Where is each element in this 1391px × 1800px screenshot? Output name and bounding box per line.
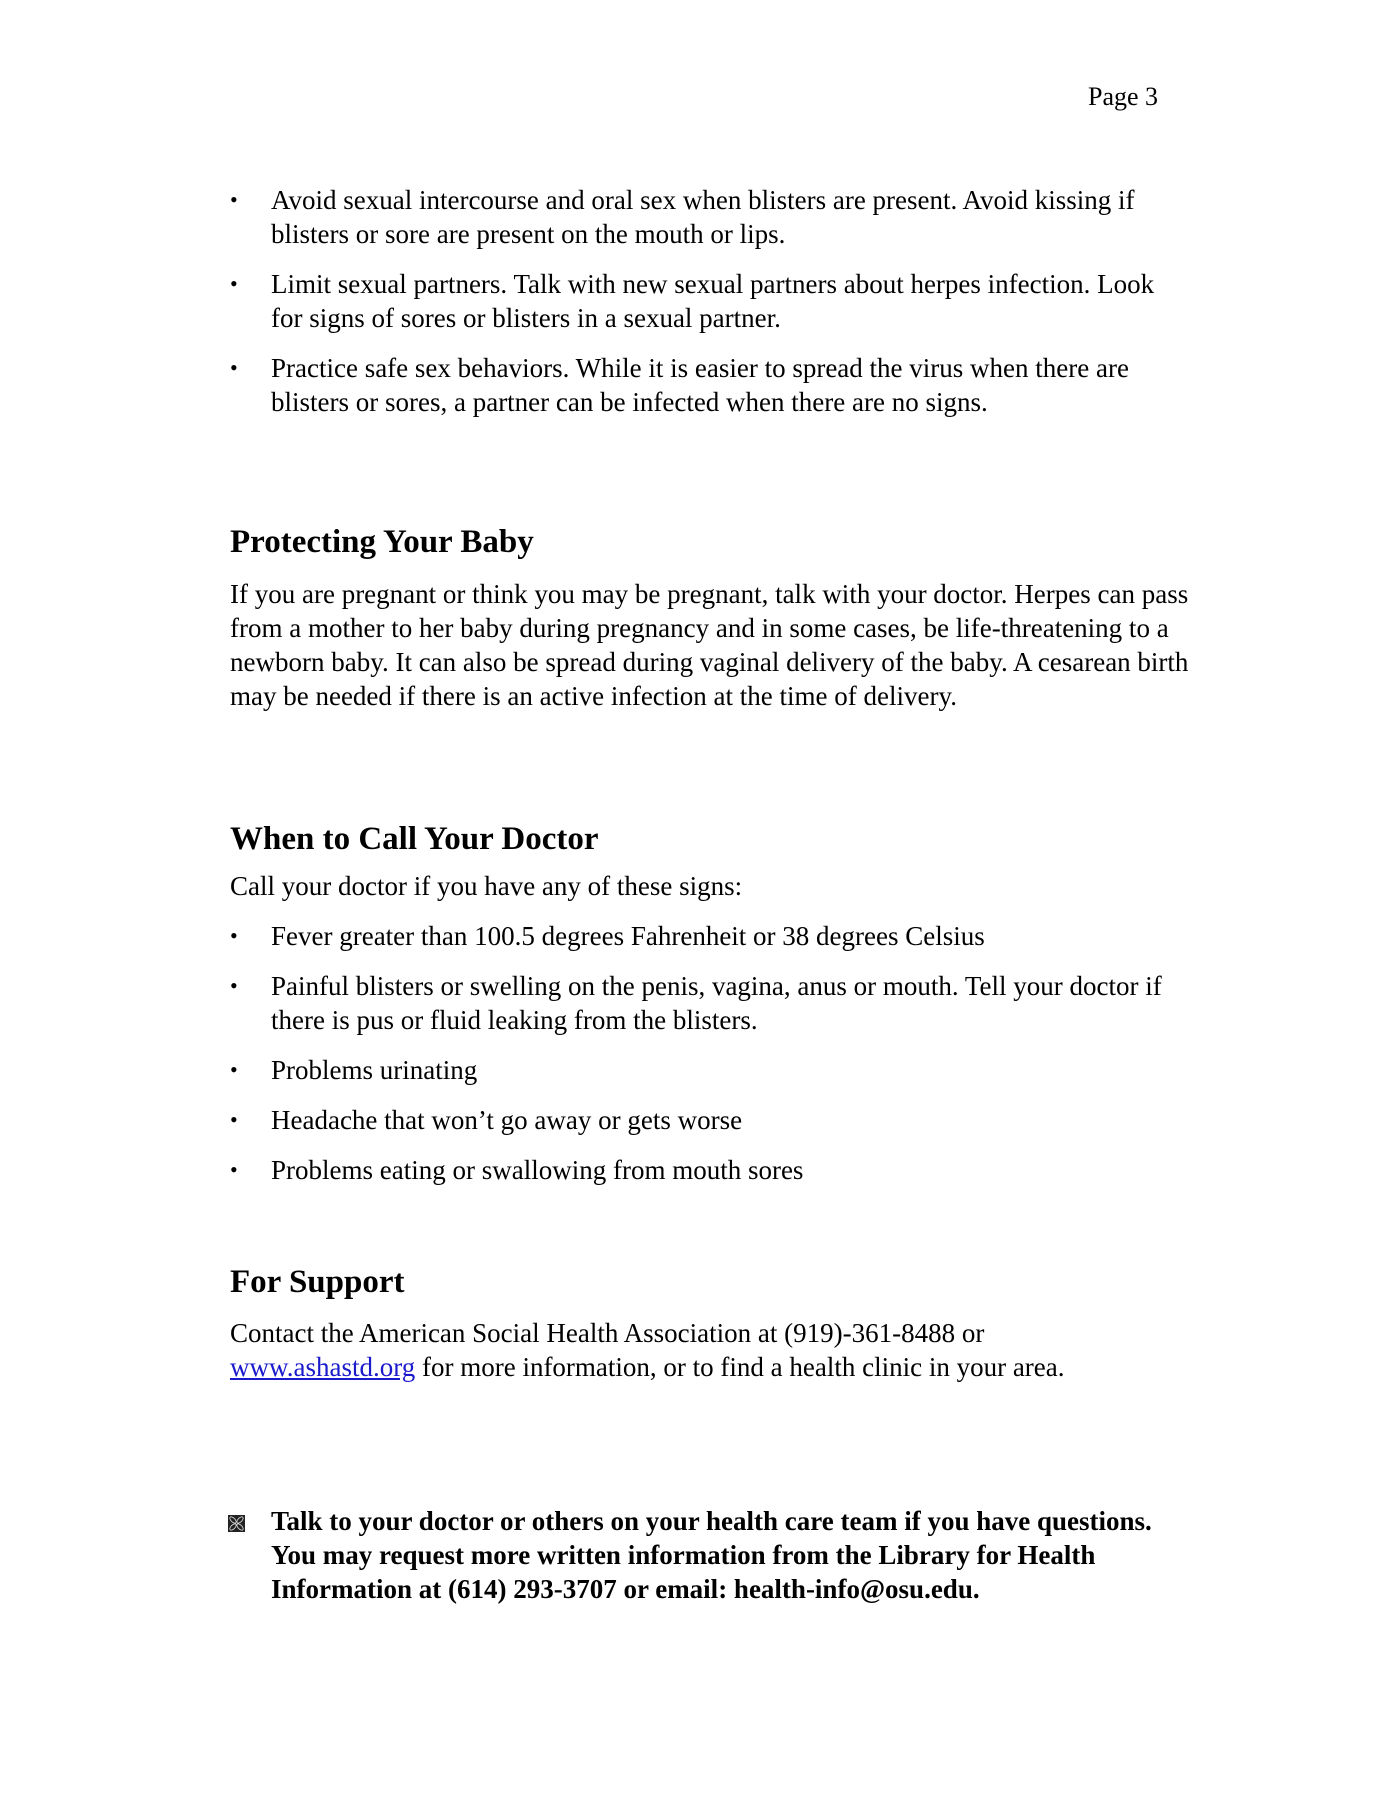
list-item: • Practice safe sex behaviors. While it is easier to spread the virus when there are blisters or sores, a partner can be infected when there are no signs. — [230, 353, 1129, 417]
decorative-flower-icon — [228, 1515, 245, 1532]
section-heading: When to Call Your Doctor — [230, 821, 599, 857]
list-item: • Avoid sexual intercourse and oral sex when blisters are present. Avoid kissing if blisters or sore are present on the mouth or lips. — [230, 185, 1135, 249]
list-item: • Problems urinating — [230, 1055, 478, 1085]
list-item: • Limit sexual partners. Talk with new sexual partners about herpes infection. Look for signs of sores or blisters in a sexual partner. — [230, 269, 1155, 333]
section-heading: For Support — [230, 1264, 405, 1300]
prevention-list — [230, 183, 1190, 419]
list-item: • Fever greater than 100.5 degrees Fahrenheit or 38 degrees Celsius — [230, 921, 985, 951]
list-item: • Headache that won’t go away or gets worse — [230, 1105, 743, 1135]
prevention-list-section — [230, 183, 1190, 435]
page-number: Page 3 — [1088, 82, 1159, 111]
bullet-icon: • — [230, 1157, 238, 1182]
list-item: • Problems eating or swallowing from mouth sores — [230, 1155, 804, 1185]
footer-note-text: Talk to your doctor or others on your health care team if you have questions. You may request more written information from the Library for Health Information at (614) 293-3707 or email: health-info@osu.edu. — [271, 1506, 1152, 1604]
footer-note — [228, 1504, 1158, 1606]
bullet-icon: • — [230, 1107, 238, 1132]
list-item: • Painful blisters or swelling on the penis, vagina, anus or mouth. Tell your doctor if there is pus or fluid leaking from the blisters. — [230, 971, 1162, 1035]
asha-website-link[interactable]: www.ashastd.org — [230, 1352, 416, 1382]
bullet-icon: • — [230, 1057, 238, 1082]
support-section — [230, 1262, 1190, 1384]
section-heading: Protecting Your Baby — [230, 524, 534, 560]
bullet-icon: • — [230, 355, 238, 380]
bullet-icon: • — [230, 973, 238, 998]
section-body: Contact the American Social Health Association at (919)-361-8488 or www.ashastd.org for more information, or to find a health clinic in your area. — [230, 1318, 1065, 1382]
warning-signs-list — [230, 919, 1190, 1187]
call-doctor-section — [230, 819, 1190, 1203]
bullet-icon: • — [230, 271, 238, 296]
section-intro: Call your doctor if you have any of these signs: — [230, 871, 743, 901]
section-body: If you are pregnant or think you may be pregnant, talk with your doctor. Herpes can pass from a mother to her baby during pregnancy and in some cases, be life-threatening to a newborn baby. It can also be spread during vaginal delivery of the baby. A cesarean birth may be needed if there is an active infection at the time of delivery. — [230, 579, 1189, 711]
bullet-icon: • — [230, 923, 238, 948]
protecting-baby-section — [230, 522, 1190, 713]
bullet-icon: • — [230, 187, 238, 212]
